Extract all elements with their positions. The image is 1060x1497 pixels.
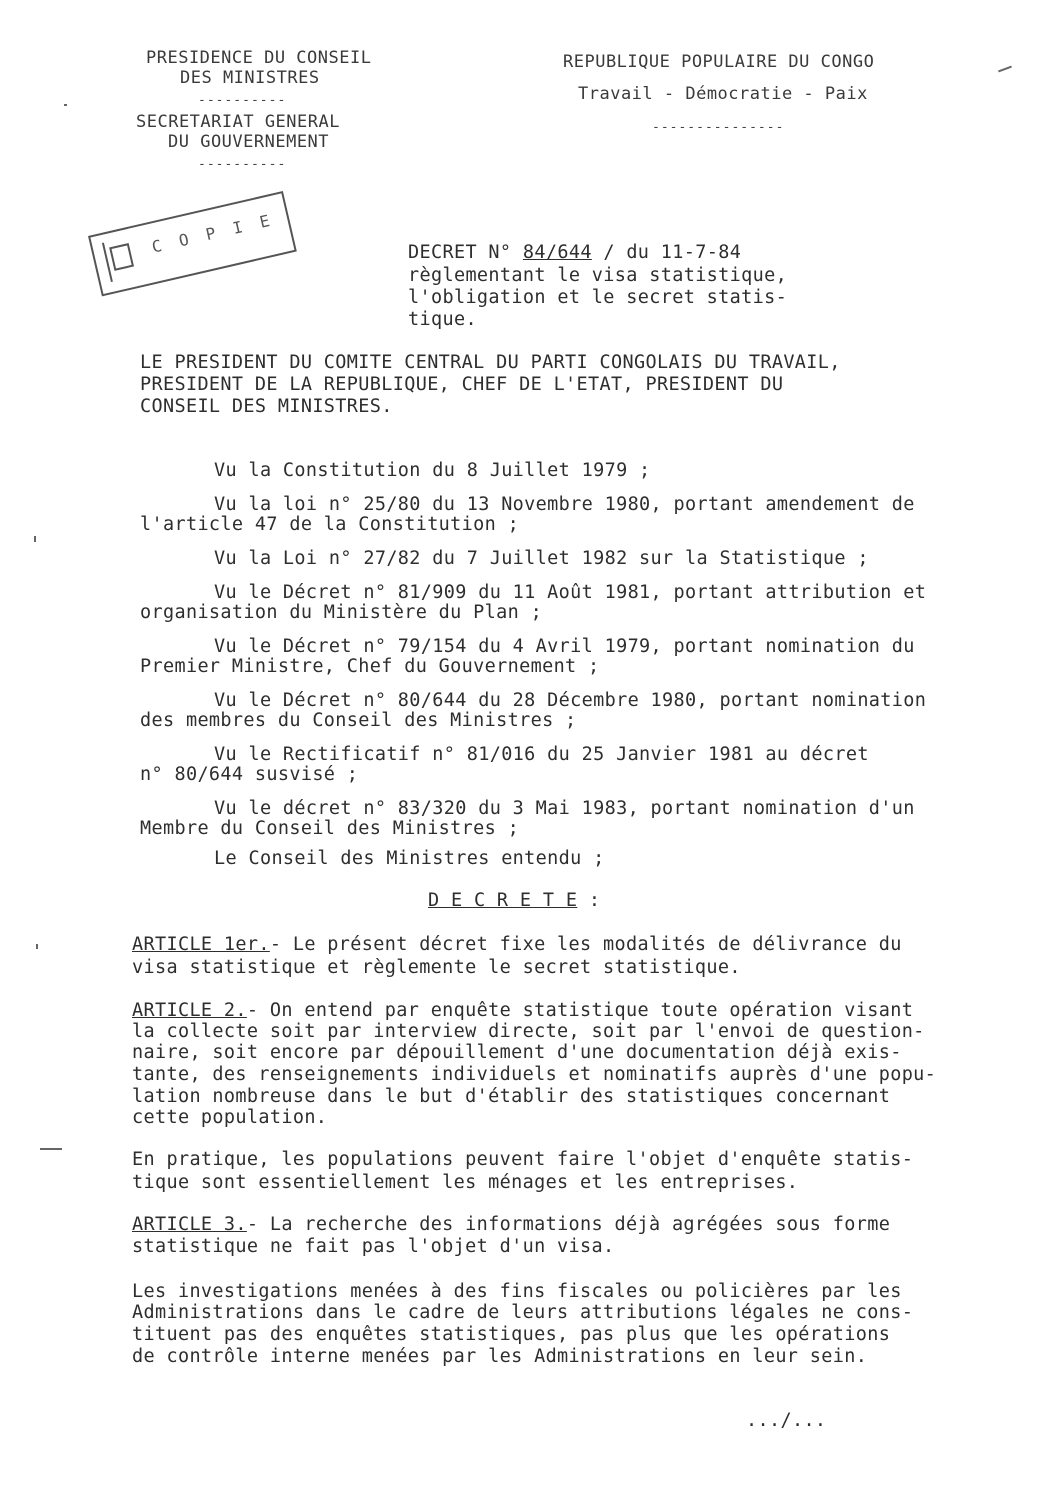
visa-decret-81-909-a: Vu le Décret n° 81/909 du 11 Août 1981, portant attribution et <box>214 582 927 603</box>
article-2-line-2: la collecte soit par interview directe, soit par l'envoi de question- <box>132 1021 925 1042</box>
article-2-label: ARTICLE 2. <box>132 1000 247 1021</box>
decree-subject-1: règlementant le visa statistique, <box>408 265 788 286</box>
visa-loi-25-80-a: Vu la loi n° 25/80 du 13 Novembre 1980, portant amendement de <box>214 494 915 515</box>
president-line-1: LE PRESIDENT DU COMITE CENTRAL DU PARTI CONGOLAIS DU TRAVAIL, <box>140 352 841 373</box>
decree-date: / du 11-7-84 <box>603 242 742 263</box>
article-3-line-2: statistique ne fait pas l'objet d'un visa. <box>132 1236 615 1257</box>
decree-subject-3: tique. <box>408 309 477 330</box>
decree-subject-2: l'obligation et le secret statis- <box>408 287 788 308</box>
decrete-colon: : <box>588 890 601 911</box>
decree-prefix: DECRET N° <box>408 242 512 263</box>
president-line-2: PRESIDENT DE LA REPUBLIQUE, CHEF DE L'ETAT, PRESIDENT DU <box>140 374 784 395</box>
republic-name: REPUBLIQUE POPULAIRE DU CONGO <box>563 52 875 72</box>
issuer-line-4: DU GOUVERNEMENT <box>168 132 330 152</box>
issuer-line-3: SECRETARIAT GENERAL <box>136 112 340 132</box>
visa-decret-79-154-a: Vu le Décret n° 79/154 du 4 Avril 1979, portant nomination du <box>214 636 915 657</box>
investigations-line-1: Les investigations menées à des fins fiscales ou policières par les <box>132 1281 902 1302</box>
practice-line-1: En pratique, les populations peuvent faire l'objet d'enquête statis- <box>132 1149 914 1170</box>
president-line-3: CONSEIL DES MINISTRES. <box>140 396 393 417</box>
investigations-line-4: de contrôle interne menées par les Administrations en leur sein. <box>132 1346 868 1367</box>
visa-loi-25-80-b: l'article 47 de la Constitution ; <box>140 514 520 535</box>
issuer-line-1: PRESIDENCE DU CONSEIL <box>146 48 372 68</box>
visa-decret-80-644-b: des membres du Conseil des Ministres ; <box>140 710 577 731</box>
visa-rectificatif-a: Vu le Rectificatif n° 81/016 du 25 Janvier 1981 au décret <box>214 744 869 765</box>
article-3-label: ARTICLE 3. <box>132 1214 247 1235</box>
visa-constitution: Vu la Constitution du 8 Juillet 1979 ; <box>214 460 651 481</box>
article-3-text-1: - La recherche des informations déjà agrégées sous forme <box>246 1214 891 1235</box>
stamp-text: COPIE <box>150 207 289 257</box>
issuer-separator-2: ---------- <box>198 157 287 172</box>
article-2-line-4: tante, des renseignements individuels et nominatifs auprès d'une popu- <box>132 1064 937 1085</box>
republic-separator: --------------- <box>652 120 785 135</box>
scan-speck <box>36 944 38 949</box>
scan-mark <box>998 66 1012 73</box>
visa-conseil-entendu: Le Conseil des Ministres entendu ; <box>214 848 605 869</box>
stamp-box <box>109 243 134 271</box>
decree-number: 84/644 <box>522 242 592 263</box>
investigations-line-2: Administrations dans le cadre de leurs attributions légales ne cons- <box>132 1302 914 1323</box>
decrete-label: D E C R E T E <box>428 890 578 911</box>
article-1-label: ARTICLE 1er. <box>132 934 270 955</box>
practice-line-2: tique sont essentiellement les ménages et les entreprises. <box>132 1172 799 1193</box>
article-1-line-1 <box>132 934 902 955</box>
article-2-text-1: - On entend par enquête statistique toute opération visant <box>246 1000 914 1021</box>
visa-decret-80-644-a: Vu le Décret n° 80/644 du 28 Décembre 1980, portant nomination <box>214 690 927 711</box>
visa-decret-79-154-b: Premier Ministre, Chef du Gouvernement ; <box>140 656 600 677</box>
article-3-line-1 <box>132 1214 890 1235</box>
scan-speck <box>64 104 67 106</box>
decrete-heading <box>428 890 600 911</box>
visa-decret-81-909-b: organisation du Ministère du Plan ; <box>140 602 543 623</box>
article-2-line-1 <box>132 1000 913 1021</box>
visa-rectificatif-b: n° 80/644 susvisé ; <box>140 764 359 785</box>
copy-stamp <box>88 191 297 296</box>
decree-title <box>408 242 741 263</box>
article-2-line-6: cette population. <box>132 1107 328 1128</box>
issuer-separator-1: ---------- <box>198 93 287 108</box>
article-1-text-1: - Le présent décret fixe les modalités de délivrance du <box>269 934 902 955</box>
continuation-mark: .../... <box>746 1410 827 1431</box>
article-2-line-5: lation nombreuse dans le but d'établir des statistiques concernant <box>132 1086 891 1107</box>
article-1-line-2: visa statistique et règlemente le secret statistique. <box>132 957 741 978</box>
visa-decret-83-320-b: Membre du Conseil des Ministres ; <box>140 818 520 839</box>
scan-speck <box>40 1148 62 1150</box>
article-2-line-3: naire, soit encore par dépouillement d'une documentation déjà exis- <box>132 1042 902 1063</box>
investigations-line-3: tituent pas des enquêtes statistiques, pas plus que les opérations <box>132 1324 891 1345</box>
republic-motto: Travail - Démocratie - Paix <box>578 84 868 104</box>
issuer-line-2: DES MINISTRES <box>180 68 320 88</box>
visa-loi-27-82: Vu la Loi n° 27/82 du 7 Juillet 1982 sur la Statistique ; <box>214 548 869 569</box>
visa-decret-83-320-a: Vu le décret n° 83/320 du 3 Mai 1983, portant nomination d'un <box>214 798 915 819</box>
scan-speck <box>34 536 36 542</box>
